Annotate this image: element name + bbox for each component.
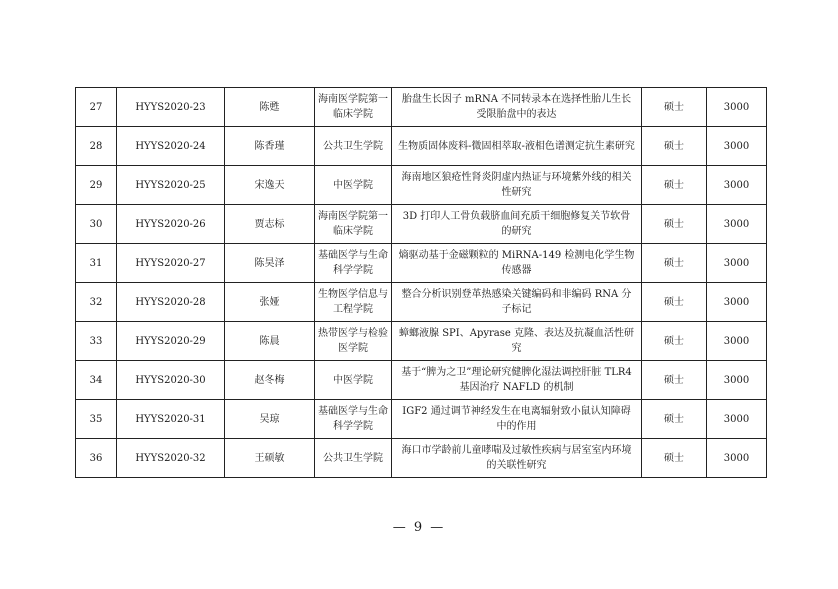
funding-amount-cell: 3000 [707, 400, 767, 439]
college-cell: 海南医学院第一临床学院 [315, 88, 392, 127]
project-title-cell: 3D 打印人工骨负载脐血间充质干细胞修复关节软骨的研究 [392, 205, 642, 244]
degree-cell: 硕士 [642, 439, 707, 478]
row-number-cell: 36 [76, 439, 117, 478]
page-number: — 9 — [392, 520, 446, 535]
college-cell: 中医学院 [315, 166, 392, 205]
college-cell: 基础医学与生命科学学院 [315, 244, 392, 283]
row-number-cell: 35 [76, 400, 117, 439]
project-title-cell: 海口市学龄前儿童哮喘及过敏性疾病与居室室内环境的关联性研究 [392, 439, 642, 478]
degree-cell: 硕士 [642, 88, 707, 127]
row-number-cell: 32 [76, 283, 117, 322]
degree-cell: 硕士 [642, 361, 707, 400]
funding-amount-cell: 3000 [707, 244, 767, 283]
project-title-cell: 基于“脾为之卫”理论研究健脾化湿法调控肝脏 TLR4 基因治疗 NAFLD 的机制 [392, 361, 642, 400]
degree-cell: 硕士 [642, 244, 707, 283]
project-code-cell: HYYS2020-32 [117, 439, 225, 478]
college-cell: 热带医学与检验医学院 [315, 322, 392, 361]
project-title-cell: 熵驱动基于金磁颗粒的 MiRNA-149 检测电化学生物传感器 [392, 244, 642, 283]
table-row [76, 205, 767, 244]
project-title-cell: 胎盘生长因子 mRNA 不同转录本在选择性胎儿生长受限胎盘中的表达 [392, 88, 642, 127]
project-code-cell: HYYS2020-26 [117, 205, 225, 244]
project-code-cell: HYYS2020-24 [117, 127, 225, 166]
project-code-cell: HYYS2020-30 [117, 361, 225, 400]
table-row [76, 400, 767, 439]
college-cell: 生物医学信息与工程学院 [315, 283, 392, 322]
row-number-cell: 30 [76, 205, 117, 244]
project-title-cell: 海南地区狼疮性肾炎阴虚内热证与环境紫外线的相关性研究 [392, 166, 642, 205]
applicant-name-cell: 陈香瑾 [225, 127, 315, 166]
funding-amount-cell: 3000 [707, 322, 767, 361]
project-table [75, 87, 767, 478]
degree-cell: 硕士 [642, 283, 707, 322]
table-row [76, 244, 767, 283]
college-cell: 公共卫生学院 [315, 127, 392, 166]
table-row [76, 439, 767, 478]
row-number-cell: 33 [76, 322, 117, 361]
funding-amount-cell: 3000 [707, 439, 767, 478]
project-code-cell: HYYS2020-23 [117, 88, 225, 127]
funding-amount-cell: 3000 [707, 283, 767, 322]
applicant-name-cell: 陈昊泽 [225, 244, 315, 283]
funding-amount-cell: 3000 [707, 361, 767, 400]
project-code-cell: HYYS2020-27 [117, 244, 225, 283]
degree-cell: 硕士 [642, 127, 707, 166]
project-title-cell: 生物质固体废料-微固相萃取-液相色谱测定抗生素研究 [392, 127, 642, 166]
table-row [76, 166, 767, 205]
applicant-name-cell: 王硕敏 [225, 439, 315, 478]
project-code-cell: HYYS2020-29 [117, 322, 225, 361]
row-number-cell: 31 [76, 244, 117, 283]
applicant-name-cell: 吴琼 [225, 400, 315, 439]
table-row [76, 127, 767, 166]
degree-cell: 硕士 [642, 166, 707, 205]
row-number-cell: 28 [76, 127, 117, 166]
applicant-name-cell: 张娅 [225, 283, 315, 322]
table-row [76, 361, 767, 400]
college-cell: 海南医学院第一临床学院 [315, 205, 392, 244]
degree-cell: 硕士 [642, 322, 707, 361]
project-title-cell: 蟑螂液腺 SPI、Apyrase 克隆、表达及抗凝血活性研究 [392, 322, 642, 361]
applicant-name-cell: 宋逸天 [225, 166, 315, 205]
row-number-cell: 27 [76, 88, 117, 127]
table-body [76, 88, 767, 478]
project-code-cell: HYYS2020-25 [117, 166, 225, 205]
degree-cell: 硕士 [642, 205, 707, 244]
applicant-name-cell: 陈晨 [225, 322, 315, 361]
funding-amount-cell: 3000 [707, 88, 767, 127]
project-code-cell: HYYS2020-31 [117, 400, 225, 439]
college-cell: 公共卫生学院 [315, 439, 392, 478]
table-row [76, 88, 767, 127]
row-number-cell: 34 [76, 361, 117, 400]
project-title-cell: 整合分析识别登革热感染关键编码和非编码 RNA 分子标记 [392, 283, 642, 322]
table-row [76, 283, 767, 322]
applicant-name-cell: 陈甦 [225, 88, 315, 127]
funding-amount-cell: 3000 [707, 166, 767, 205]
funding-amount-cell: 3000 [707, 127, 767, 166]
funding-amount-cell: 3000 [707, 205, 767, 244]
degree-cell: 硕士 [642, 400, 707, 439]
college-cell: 中医学院 [315, 361, 392, 400]
project-code-cell: HYYS2020-28 [117, 283, 225, 322]
row-number-cell: 29 [76, 166, 117, 205]
applicant-name-cell: 赵冬梅 [225, 361, 315, 400]
project-title-cell: IGF2 通过调节神经发生在电离辐射致小鼠认知障碍中的作用 [392, 400, 642, 439]
college-cell: 基础医学与生命科学学院 [315, 400, 392, 439]
table-row [76, 322, 767, 361]
applicant-name-cell: 贾志标 [225, 205, 315, 244]
